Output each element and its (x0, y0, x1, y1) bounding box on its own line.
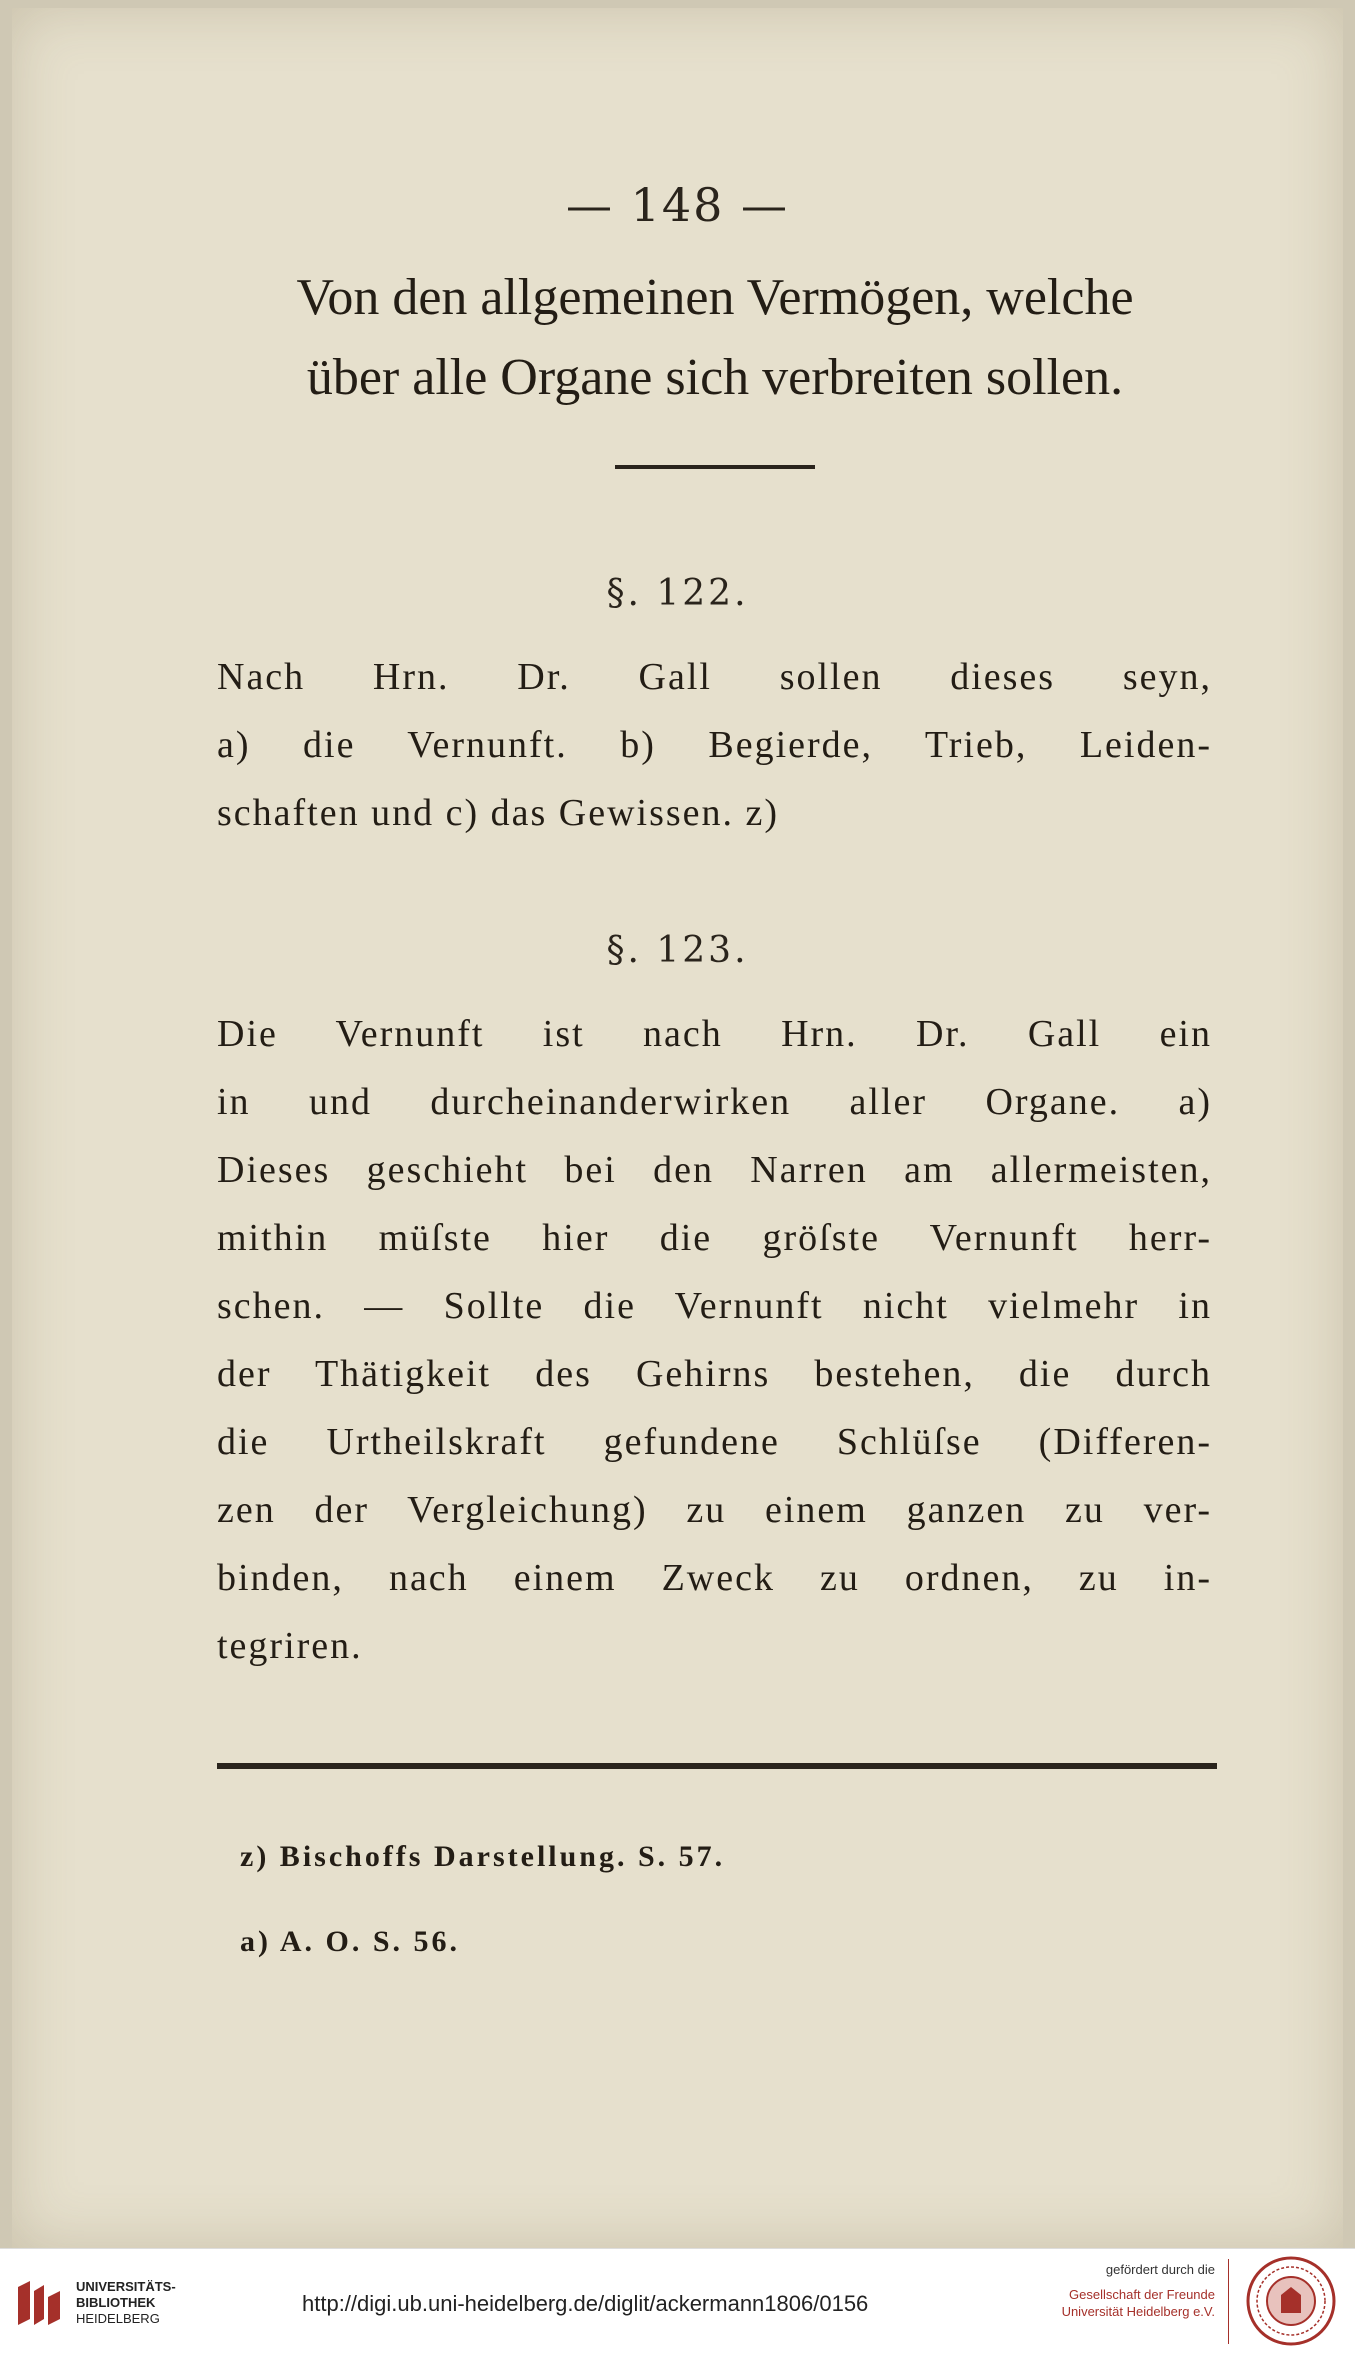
page-number: — 148 — (565, 178, 790, 232)
chapter-title (215, 258, 1215, 418)
title-line: über alle Organe sich verbreiten sollen. (306, 349, 1124, 406)
permalink-url[interactable]: http://digi.ub.uni-heidelberg.de/diglit/ackermann1806/0156 (302, 2291, 869, 2316)
section-heading: §. 122. (606, 573, 749, 614)
text-line: Die Vernunft ist nach Hrn. Dr. Gall ein (217, 1013, 1212, 1055)
text-line: Dieses geschieht bei den Narren am allermeisten, (217, 1149, 1212, 1191)
text-line: tegriren. (217, 1625, 363, 1667)
text-line: binden, nach einem Zweck zu ordnen, zu in- (217, 1557, 1212, 1599)
title-line: Von den allgemeinen Vermögen, welche (296, 269, 1134, 326)
paragraph-123 (217, 1000, 1212, 1680)
footnote-rule (217, 1763, 1217, 1769)
divider (1228, 2259, 1229, 2344)
title-rule (615, 465, 815, 469)
sponsor-name: Universität Heidelberg e.V. (1061, 2304, 1215, 2319)
text-line: a) die Vernunft. b) Begierde, Trieb, Leiden- (217, 724, 1212, 766)
text-line: schaften und c) das Gewissen. z) (217, 792, 780, 834)
sponsor-name: Gesellschaft der Freunde (1069, 2287, 1215, 2302)
text-line: die Urtheilskraft gefundene Schlüſse (Differen- (217, 1421, 1212, 1463)
library-name-line: BIBLIOTHEK (76, 2295, 156, 2310)
paragraph-122 (217, 643, 1212, 847)
text-line: Nach Hrn. Dr. Gall sollen dieses seyn, (217, 656, 1212, 698)
text-line: der Thätigkeit des Gehirns bestehen, die durch (217, 1353, 1212, 1395)
text-line: schen. — Sollte die Vernunft nicht vielmehr in (217, 1285, 1212, 1327)
university-seal-icon[interactable] (1245, 2255, 1337, 2347)
sponsor-intro: gefördert durch die (1105, 2262, 1215, 2277)
text-line: mithin müſste hier die gröſste Vernunft herr- (217, 1217, 1212, 1259)
library-name-line: HEIDELBERG (76, 2311, 160, 2326)
sponsor-text (1020, 2261, 1215, 2320)
text-line: zen der Vergleichung) zu einem ganzen zu ver- (217, 1489, 1212, 1531)
section-heading: §. 123. (606, 930, 749, 971)
viewer-footer (0, 2248, 1355, 2354)
library-name-line: UNIVERSITÄTS- (76, 2279, 176, 2294)
footnote: z) Bischoffs Darstellung. S. 57. (240, 1840, 726, 1873)
footnote: a) A. O. S. 56. (240, 1925, 461, 1958)
library-name (76, 2279, 176, 2327)
text-line: in und durcheinanderwirken aller Organe. a) (217, 1081, 1212, 1123)
library-logo-icon[interactable] (14, 2277, 64, 2329)
